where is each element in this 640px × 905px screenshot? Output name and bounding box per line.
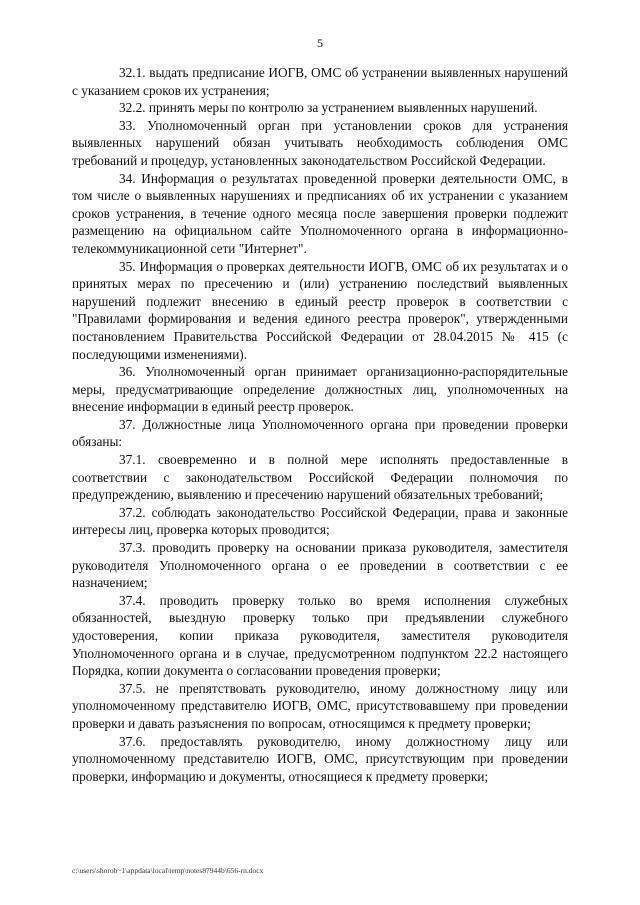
paragraph-32-1: 32.1. выдать предписание ИОГВ, ОМС об устранении выявленных нарушений с указанием сроков их устранения; xyxy=(72,65,568,98)
page-number: 5 xyxy=(317,36,323,50)
paragraph-37-4: 37.4. проводить проверку только во время исполнения служебных обязанностей, выездную проверку только при предъявлении служебного удостоверения, копии приказа руководителя, заместителя руководителя Уполномоченного органа и в случае, предусмотренном подпунктом 22.2 настоящего Порядка, копии документа о согласовании проведения проверки; xyxy=(72,592,568,679)
paragraph-37-5: 37.5. не препятствовать руководителю, иному должностному лицу или уполномоченному представителю ИОГВ, ОМС, присутствовавшему при проведении проверки и давать разъяснения по вопросам, относящимся к предмету проверки; xyxy=(72,680,568,731)
document-body xyxy=(72,64,568,785)
paragraph-36: 36. Уполномоченный орган принимает организационно-распорядительные меры, предусматривающие определение должностных лиц, уполномоченных на внесение информации в единый реестр проверок. xyxy=(72,364,568,415)
paragraph-35: 35. Информация о проверках деятельности ИОГВ, ОМС об их результатах и о принятых мерах по пресечению и (или) устранению последствий выявленных нарушений подлежит внесению в единый реестр проверок в соответствии с "Правилами формирования и ведения единого реестра проверок", утвержденными постановлением Правительства Российской Федерации от 28.04.2015 № 415 (с последующими изменениями). xyxy=(72,258,568,362)
paragraph-37-6: 37.6. предоставлять руководителю, иному должностному лицу или уполномоченному представителю ИОГВ, ОМС, присутствующим при проведении проверки, информацию и документы, относящиеся к предмету проверки; xyxy=(72,733,568,784)
paragraph-33: 33. Уполномоченный орган при установлении сроков для устранения выявленных нарушений обязан учитывать необходимость соблюдения ОМС требований и процедур, установленных законодательством Российской Федерации. xyxy=(72,117,568,168)
paragraph-37-1: 37.1. своевременно и в полной мере исполнять предоставленные в соответствии с законодательством Российской Федерации полномочия по предупреждению, выявлению и пресечению нарушений обязательных требований; xyxy=(72,452,568,503)
paragraph-34: 34. Информация о результатах проведенной проверки деятельности ОМС, в том числе о выявленных нарушениях и предписаниях об их устранении с указанием сроков устранения, в течение одного месяца после завершения проверки подлежит размещению на официальном сайте Уполномоченного органа в информационно-телекоммуникационной сети "Интернет". xyxy=(72,170,568,256)
paragraph-37-2: 37.2. соблюдать законодательство Российской Федерации, права и законные интересы лиц, проверка которых проводится; xyxy=(72,504,568,538)
paragraph-37: 37. Должностные лица Уполномоченного органа при проведении проверки обязаны: xyxy=(72,416,568,450)
paragraph-37-3: 37.3. проводить проверку на основании приказа руководителя, заместителя руководителя Уполномоченного органа о ее проведении в соответствии с ее назначением; xyxy=(72,540,568,591)
footer-file-path: c:\users\shorob~1\appdata\local\temp\notes87944b\656-rn.docx xyxy=(72,866,264,875)
paragraph-32-2: 32.2. принять меры по контролю за устранением выявленных нарушений. xyxy=(119,100,538,116)
